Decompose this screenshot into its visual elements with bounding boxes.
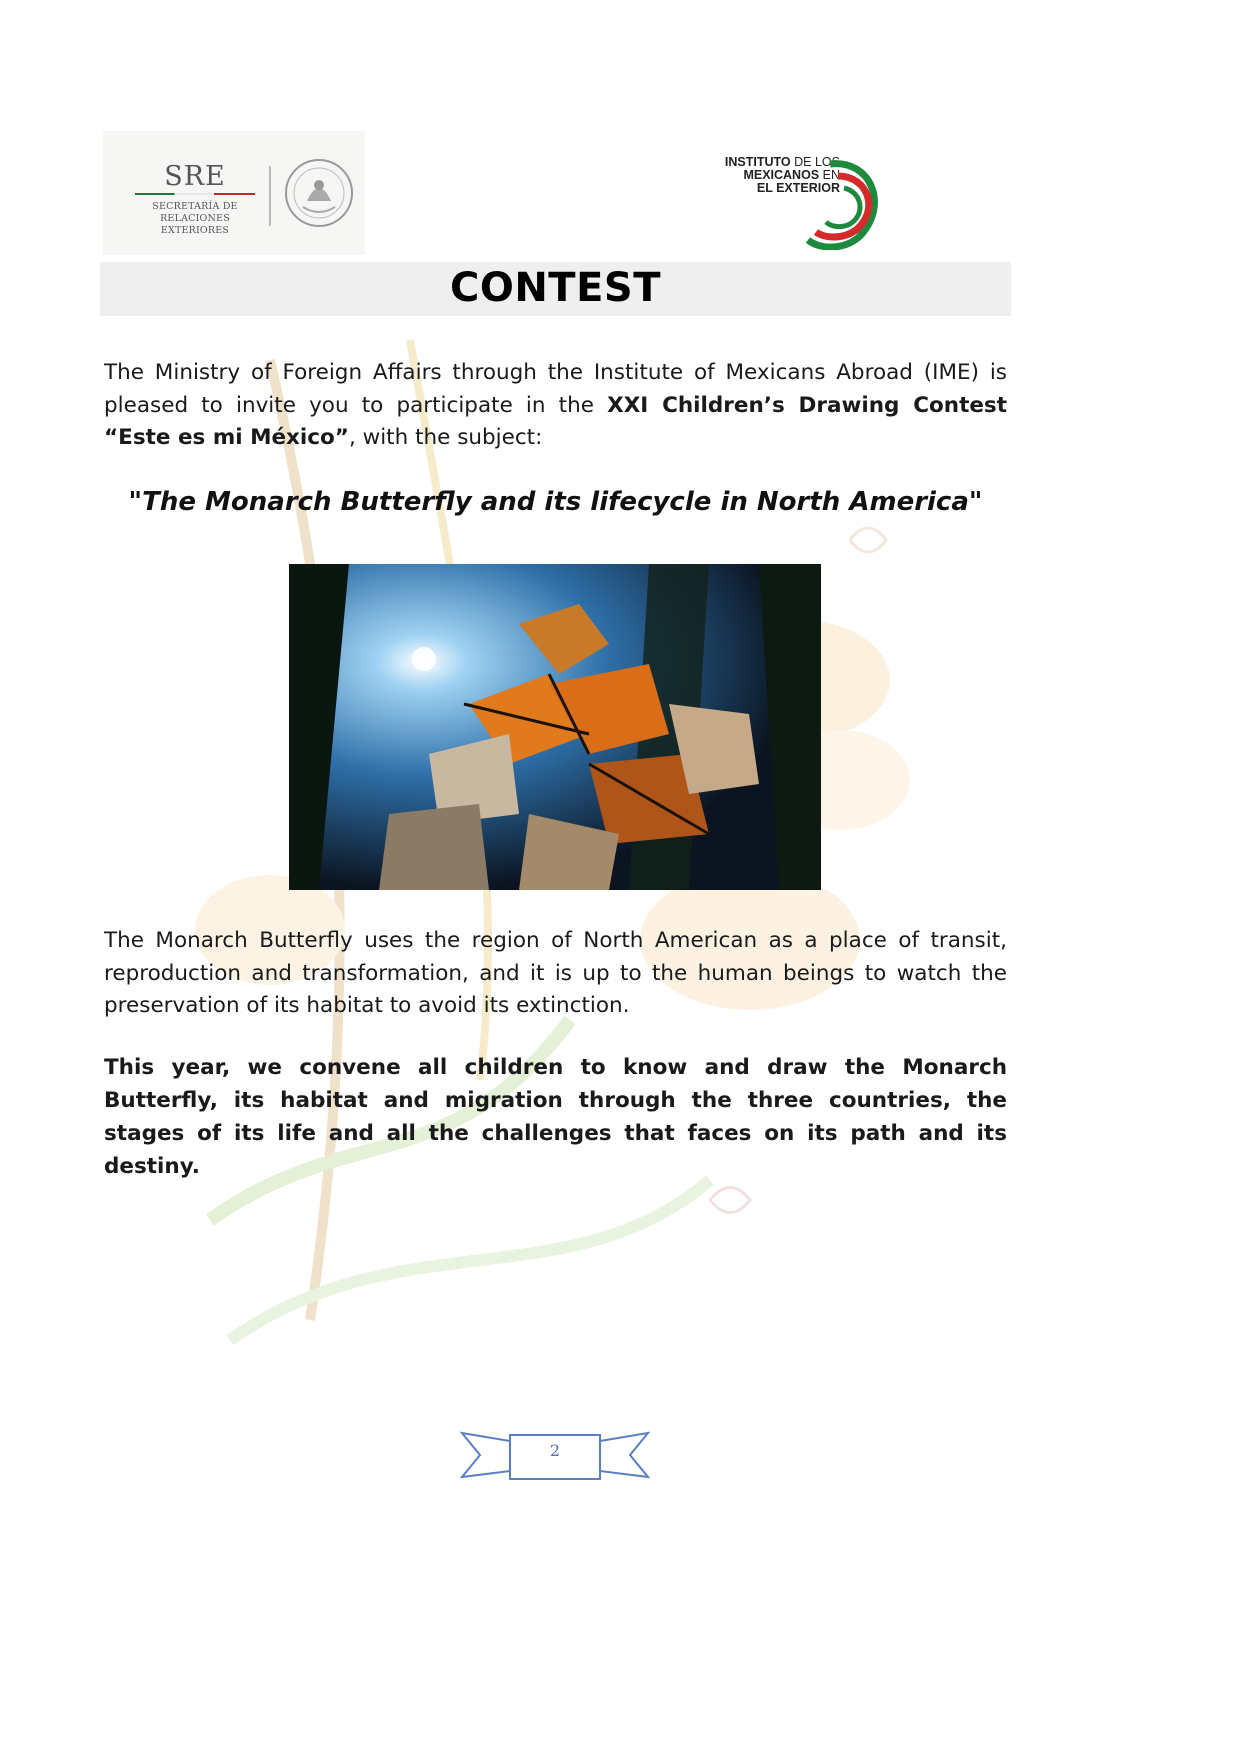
ime-line2-bold: MEXICANOS [743,168,820,182]
sre-subtitle-line2: RELACIONES EXTERIORES [160,213,230,236]
call-to-action-paragraph: This year, we convene all children to know and draw the Monarch Butterfly, its habitat and migration through the three countries, the stages of its life and all the challenges that faces on its path and its destiny. [104,1055,1007,1179]
mexican-seal-icon [283,157,355,229]
sre-tricolor-rule [135,193,255,195]
ime-logo [700,148,900,248]
ime-line1-rest: DE LOS [794,155,840,169]
title-band [100,262,1011,316]
page-title: CONTEST [449,265,662,311]
intro-text-after: , with the subject: [348,425,543,450]
sre-subtitle [125,201,265,237]
contest-name: XXI Children’s Drawing Contest “Este es mi México” [104,392,1008,450]
sre-subtitle-line1: SECRETARÍA DE [152,201,238,212]
ime-line1-bold: INSTITUTO [724,155,791,169]
ime-line2-rest: EN [822,168,840,182]
page-number: 2 [549,1441,561,1460]
sre-logo [103,131,365,255]
intro-paragraph [104,357,1007,455]
ime-swoosh-icon [790,154,890,250]
ime-line3: EL EXTERIOR [756,181,840,195]
intro-text-before: The Ministry of Foreign Affairs through the Institute of Mexicans Abroad (IME) is pleased to invite you to participate in the [104,360,1007,418]
contest-subject: "The Monarch Butterfly and its lifecycle in North America" [128,487,983,517]
sre-acronym: SRE [164,161,226,192]
monarch-butterflies-photo-icon [289,564,821,890]
logo-divider [269,166,271,226]
monarch-paragraph: The Monarch Butterfly uses the region of North American as a place of transit, reproduction and transformation, and it is up to the human beings to watch the preservation of its habitat to avoid its extinction. [104,928,1007,1018]
